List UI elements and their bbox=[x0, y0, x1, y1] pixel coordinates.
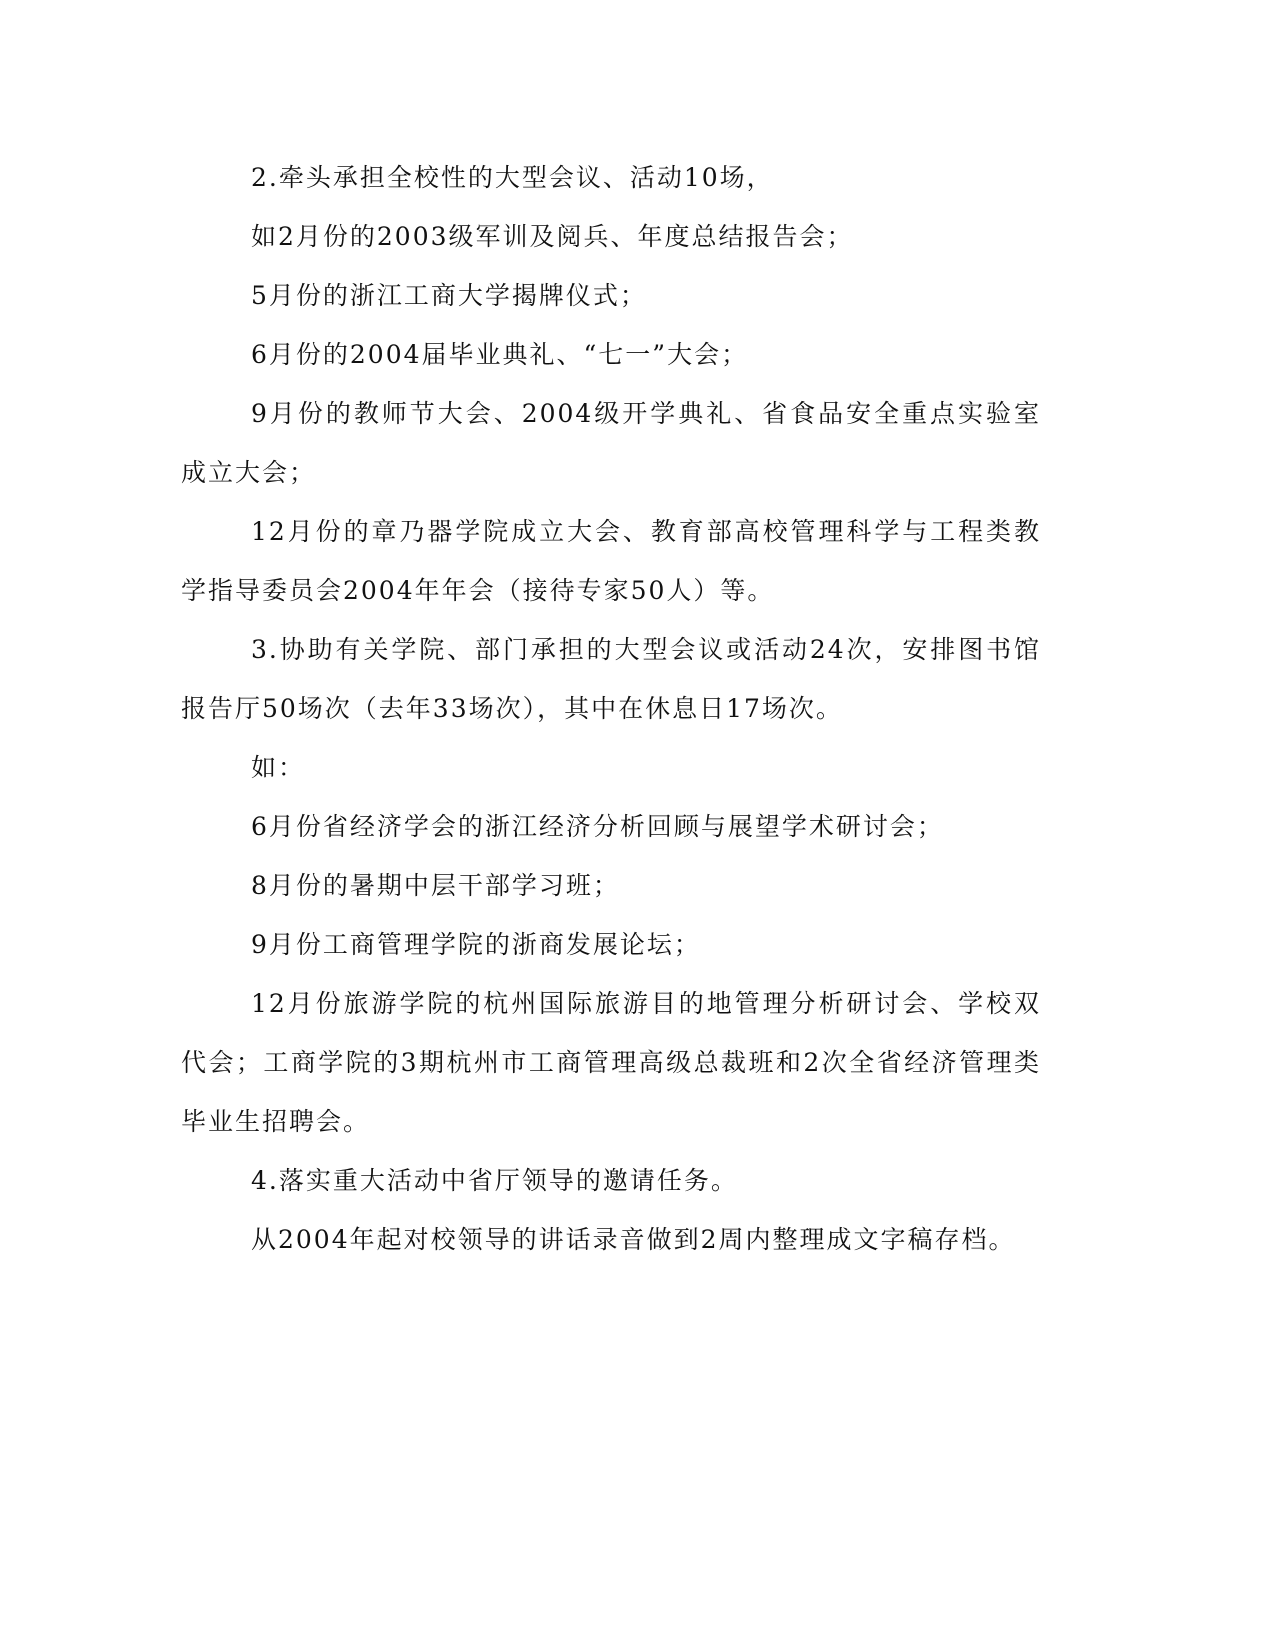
document-body bbox=[181, 148, 1041, 1269]
paragraph-june-assisted: 6月份省经济学会的浙江经济分析回顾与展望学术研讨会； bbox=[251, 812, 944, 841]
paragraph-may-events: 5月份的浙江工商大学揭牌仪式； bbox=[251, 281, 647, 310]
paragraph-september-events: 9月份的教师节大会、2004级开学典礼、省食品安全重点实验室成立大会； bbox=[181, 399, 1041, 487]
paragraph-examples-label: 如： bbox=[251, 753, 306, 782]
paragraph-assisted-events-heading: 3.协助有关学院、部门承担的大型会议或活动24次，安排图书馆报告厅50场次（去年33场次），其中在休息日17场次。 bbox=[181, 635, 1041, 723]
paragraph-december-assisted: 12月份旅游学院的杭州国际旅游目的地管理分析研讨会、学校双代会；工商学院的3期杭州市工商管理高级总裁班和2次全省经济管理类毕业生招聘会。 bbox=[181, 989, 1041, 1136]
paragraph-september-assisted: 9月份工商管理学院的浙商发展论坛； bbox=[251, 930, 701, 959]
paragraph-invitation-task: 4.落实重大活动中省厅领导的邀请任务。 bbox=[251, 1166, 738, 1195]
paragraph-june-events: 6月份的2004届毕业典礼、“七一”大会； bbox=[251, 340, 749, 369]
paragraph-speech-archive: 从2004年起对校领导的讲话录音做到2周内整理成文字稿存档。 bbox=[251, 1225, 1016, 1254]
paragraph-february-events: 如2月份的2003级军训及阅兵、年度总结报告会； bbox=[251, 222, 854, 251]
paragraph-august-assisted: 8月份的暑期中层干部学习班； bbox=[251, 871, 620, 900]
paragraph-large-events-heading: 2.牵头承担全校性的大型会议、活动10场， bbox=[251, 163, 774, 192]
paragraph-december-events: 12月份的章乃器学院成立大会、教育部高校管理科学与工程类教学指导委员会2004年年会（接待专家50人）等。 bbox=[181, 517, 1041, 605]
